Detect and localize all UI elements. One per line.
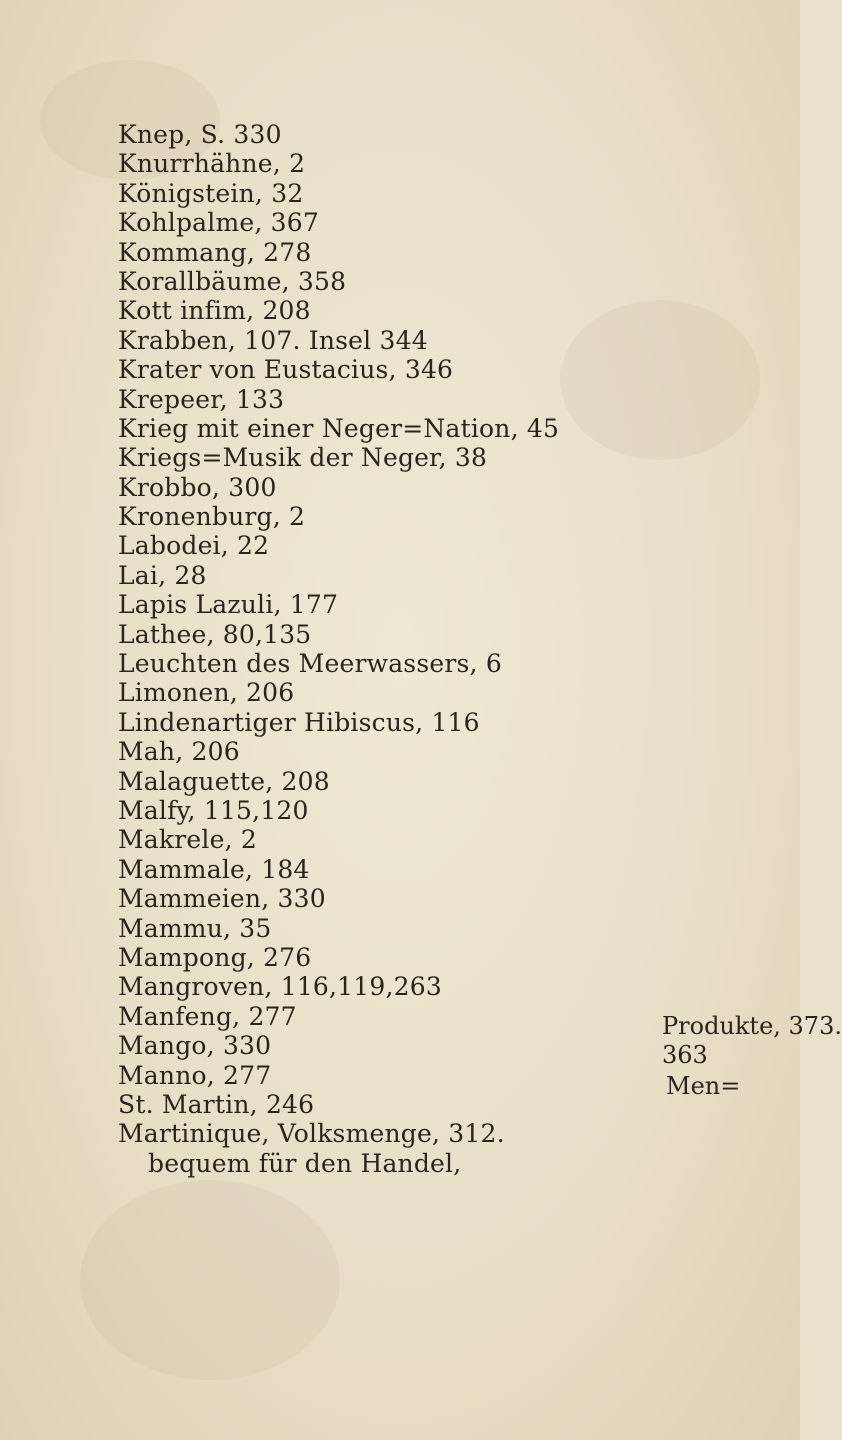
- index-entry: Mango, 330: [118, 1031, 272, 1061]
- index-entry: Manfeng, 277: [118, 1001, 297, 1031]
- index-entry: Mammale, 184: [118, 854, 310, 884]
- right-column-tail: [662, 1012, 842, 1070]
- index-entry: St. Martin, 246: [118, 1089, 315, 1119]
- index-entry: Makrele, 2: [118, 825, 257, 855]
- index-entry: Krabben, 107. Insel 344: [118, 325, 428, 355]
- index-entry: Lindenartiger Hibiscus, 116: [118, 707, 480, 737]
- index-entry: Kommang, 278: [118, 237, 312, 267]
- paper-stain: [80, 1180, 340, 1380]
- index-entry: Korallbäume, 358: [118, 266, 347, 296]
- index-entry: Krater von Eustacius, 346: [118, 355, 454, 385]
- index-entry: Mangroven, 116,119,263: [118, 972, 442, 1002]
- index-entry: Lai, 28: [118, 560, 207, 590]
- index-entry: Knep, S. 330: [118, 120, 282, 149]
- index-entry: Malfy, 115,120: [118, 795, 309, 825]
- index-entry: Malaguette, 208: [118, 766, 330, 796]
- index-entry: Kronenburg, 2: [118, 502, 306, 532]
- index-entry: Kott infim, 208: [118, 296, 311, 326]
- index-entry: Mah, 206: [118, 737, 240, 767]
- index-entry: Kriegs=Musik der Neger, 38: [118, 443, 488, 473]
- index-entry: Lathee, 80,135: [118, 619, 312, 649]
- index-entry: Königstein, 32: [118, 178, 304, 208]
- index-entry: Manno, 277: [118, 1060, 272, 1090]
- catchword: Men=: [666, 1072, 741, 1100]
- index-entry: Lapis Lazuli, 177: [118, 590, 339, 620]
- tail-line: Produkte, 373.: [662, 1012, 842, 1040]
- index-entry: Limonen, 206: [118, 678, 295, 708]
- index-entry: Krieg mit einer Neger=Nation, 45: [118, 413, 560, 443]
- index-entry: Martinique, Volksmenge, 312.: [118, 1119, 505, 1149]
- index-entry-continuation: bequem für den Handel,: [148, 1148, 462, 1178]
- index-entry: Kohlpalme, 367: [118, 208, 319, 238]
- index-entry: Knurrhähne, 2: [118, 149, 306, 179]
- index-entry: Labodei, 22: [118, 531, 270, 561]
- index-entry: Krepeer, 133: [118, 384, 285, 414]
- index-entry: Mampong, 276: [118, 942, 312, 972]
- tail-line: 363: [662, 1041, 708, 1069]
- index-entry: Mammu, 35: [118, 913, 272, 943]
- index-entry: Mammeien, 330: [118, 884, 326, 914]
- index-entry: Leuchten des Meerwassers, 6: [118, 649, 502, 679]
- index-entry: Krobbo, 300: [118, 472, 277, 502]
